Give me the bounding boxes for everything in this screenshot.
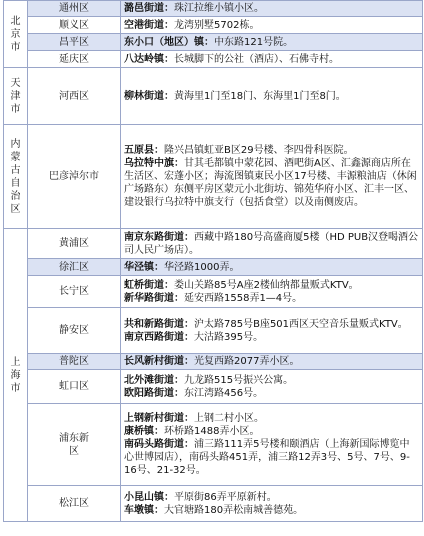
table-row <box>4 34 423 51</box>
district-cell <box>28 276 121 308</box>
subdistrict-label: 欧阳路街道： <box>124 387 184 399</box>
location-text: 娄山关路85号A座2楼仙纳都量贩式KTV。 <box>174 279 359 291</box>
location-item <box>124 331 419 344</box>
location-text: 平原街86弄平原新村。 <box>174 491 277 503</box>
location-text: 龙湾别墅5702栋。 <box>174 19 260 31</box>
location-item <box>124 374 419 387</box>
table-row <box>4 276 423 308</box>
district-cell <box>28 354 121 370</box>
location-text: 隆兴昌镇虹亚B区29号楼、李四骨科医院。 <box>164 145 354 156</box>
district-cell <box>28 1 121 17</box>
district-label: 虹口区 <box>59 381 89 392</box>
region-label: 内蒙古自治区 <box>10 138 21 215</box>
subdistrict-label: 南京西路街道： <box>124 331 194 343</box>
district-label: 通州区 <box>59 3 89 14</box>
location-cell <box>121 276 423 308</box>
region-cell-inner-mongolia <box>4 125 28 229</box>
district-cell <box>28 486 121 522</box>
table-row <box>4 370 423 404</box>
district-label: 巴彦淖尔市 <box>49 171 99 182</box>
location-text: 长城脚下的公社（酒店）、石佛寺村。 <box>174 53 339 65</box>
district-cell <box>28 34 121 51</box>
district-cell <box>28 51 121 68</box>
table-row <box>4 308 423 354</box>
location-cell <box>121 370 423 404</box>
subdistrict-label: 八达岭镇： <box>124 53 174 65</box>
subdistrict-label: 华泾镇： <box>124 261 164 273</box>
district-cell <box>28 259 121 276</box>
district-cell <box>28 370 121 404</box>
subdistrict-label: 新华路街道： <box>124 292 184 304</box>
region-cell-beijing <box>4 1 28 68</box>
location-item <box>124 279 419 292</box>
district-cell <box>28 308 121 354</box>
location-item <box>124 292 419 305</box>
subdistrict-label: 共和新路街道： <box>124 318 194 330</box>
district-label: 普陀区 <box>59 356 89 367</box>
district-label: 河西区 <box>59 90 89 102</box>
district-label: 黄浦区 <box>59 238 89 249</box>
table-row <box>4 404 423 486</box>
location-text: 延安西路1558弄1—4号。 <box>184 292 303 304</box>
district-cell <box>28 17 121 34</box>
location-item <box>124 19 419 32</box>
district-label: 昌平区 <box>59 36 89 48</box>
district-label: 延庆区 <box>59 53 89 65</box>
location-item <box>124 355 419 368</box>
district-label: 长宁区 <box>59 286 89 297</box>
location-item <box>124 438 419 477</box>
location-text: 华泾路1000弄。 <box>164 261 240 273</box>
table-row <box>4 354 423 370</box>
subdistrict-label: 北外滩街道： <box>124 374 184 386</box>
subdistrict-label: 长风新村街道： <box>124 356 194 367</box>
location-item <box>124 90 419 103</box>
location-item <box>124 318 419 331</box>
location-item <box>124 231 419 257</box>
location-cell <box>121 229 423 259</box>
location-cell <box>121 17 423 34</box>
location-item <box>124 412 419 425</box>
location-cell <box>121 404 423 486</box>
region-label: 北京市 <box>10 15 21 53</box>
subdistrict-label: 潞邑街道： <box>124 3 174 14</box>
location-item <box>124 144 419 157</box>
location-item <box>124 504 419 517</box>
location-cell <box>121 34 423 51</box>
region-label: 上海市 <box>10 356 21 394</box>
location-text: 东江湾路456号。 <box>184 387 264 399</box>
subdistrict-label: 南京东路街道： <box>124 231 194 243</box>
table-row <box>4 125 423 229</box>
table-row <box>4 17 423 34</box>
subdistrict-label: 上钢新村街道： <box>124 413 194 424</box>
location-item <box>124 491 419 504</box>
district-label: 浦东新区 <box>59 432 89 457</box>
location-cell <box>121 1 423 17</box>
location-text: 大沽路395号。 <box>194 331 264 343</box>
table-row <box>4 1 423 17</box>
location-cell <box>121 125 423 229</box>
table-row <box>4 259 423 276</box>
region-cell-tianjin <box>4 68 28 125</box>
location-item <box>124 261 419 274</box>
location-item <box>124 2 419 15</box>
location-cell <box>121 68 423 125</box>
district-cell <box>28 229 121 259</box>
district-cell <box>28 404 121 486</box>
location-text: 中东路121号院。 <box>214 36 294 48</box>
table-row <box>4 68 423 125</box>
location-cell <box>121 308 423 354</box>
table-row <box>4 51 423 68</box>
district-label: 松江区 <box>59 498 89 509</box>
location-text: 大官塘路180弄松南城善德苑。 <box>164 504 304 516</box>
location-text: 九龙路515号振兴公寓。 <box>184 374 294 386</box>
location-cell <box>121 259 423 276</box>
location-item <box>124 36 419 49</box>
district-cell <box>28 68 121 125</box>
region-label: 天津市 <box>10 77 21 115</box>
location-cell <box>121 51 423 68</box>
subdistrict-label: 南码头路街道： <box>124 439 194 450</box>
location-item <box>124 157 419 209</box>
location-text: 上钢二村小区。 <box>194 413 264 424</box>
location-cell <box>121 354 423 370</box>
location-item <box>124 53 419 66</box>
location-table <box>3 0 423 522</box>
district-label: 静安区 <box>59 325 89 336</box>
location-text: 环桥路1488弄小区。 <box>164 426 260 437</box>
location-item <box>124 425 419 438</box>
subdistrict-label: 车墩镇： <box>124 504 164 516</box>
location-text: 沪太路785号B座501西区天空音乐量贩式KTV。 <box>194 318 408 330</box>
location-text: 黄海里1门至18门、东海里1门至8门。 <box>174 90 346 102</box>
subdistrict-label: 乌拉特中旗： <box>124 158 184 169</box>
subdistrict-label: 小昆山镇： <box>124 491 174 503</box>
subdistrict-label: 虹桥街道： <box>124 279 174 291</box>
subdistrict-label: 柳林街道： <box>124 90 174 102</box>
location-text: 光复西路2077弄小区。 <box>194 356 300 367</box>
district-label: 顺义区 <box>59 19 89 31</box>
subdistrict-label: 空港街道： <box>124 19 174 31</box>
district-label: 徐汇区 <box>59 261 89 273</box>
subdistrict-label: 康桥镇： <box>124 426 164 437</box>
location-item <box>124 387 419 400</box>
table-row <box>4 229 423 259</box>
location-text: 甘其毛都镇中蒙花园、酒吧街A区、汇鑫源商店所在生活区、宏蓬小区；海流图镇東民小区17号楼、丰源粮油店（休闲广场路东）东侧平房区蒙元小北街坊、锦苑华府小区、汇丰一区、建设银行乌拉特中旗支行（包括食堂）以及南侧废店。 <box>124 158 417 208</box>
district-cell <box>28 125 121 229</box>
subdistrict-label: 五原县： <box>124 145 164 156</box>
location-text: 浦三路111弄5号楼和颐酒店（上海新国际博览中心世博园店），南码头路451弄，浦三路12弄3号、5号、7号、9-16号、21-32号。 <box>124 439 410 476</box>
location-cell <box>121 486 423 522</box>
subdistrict-label: 东小口（地区）镇： <box>124 36 214 48</box>
region-cell-shanghai <box>4 229 28 522</box>
location-text: 珠江拉维小镇小区。 <box>174 3 264 14</box>
location-text: 西藏中路180号高盛商厦5楼（HD PUB汉登喝酒公司人民广场店）。 <box>124 231 419 256</box>
table-row <box>4 486 423 522</box>
